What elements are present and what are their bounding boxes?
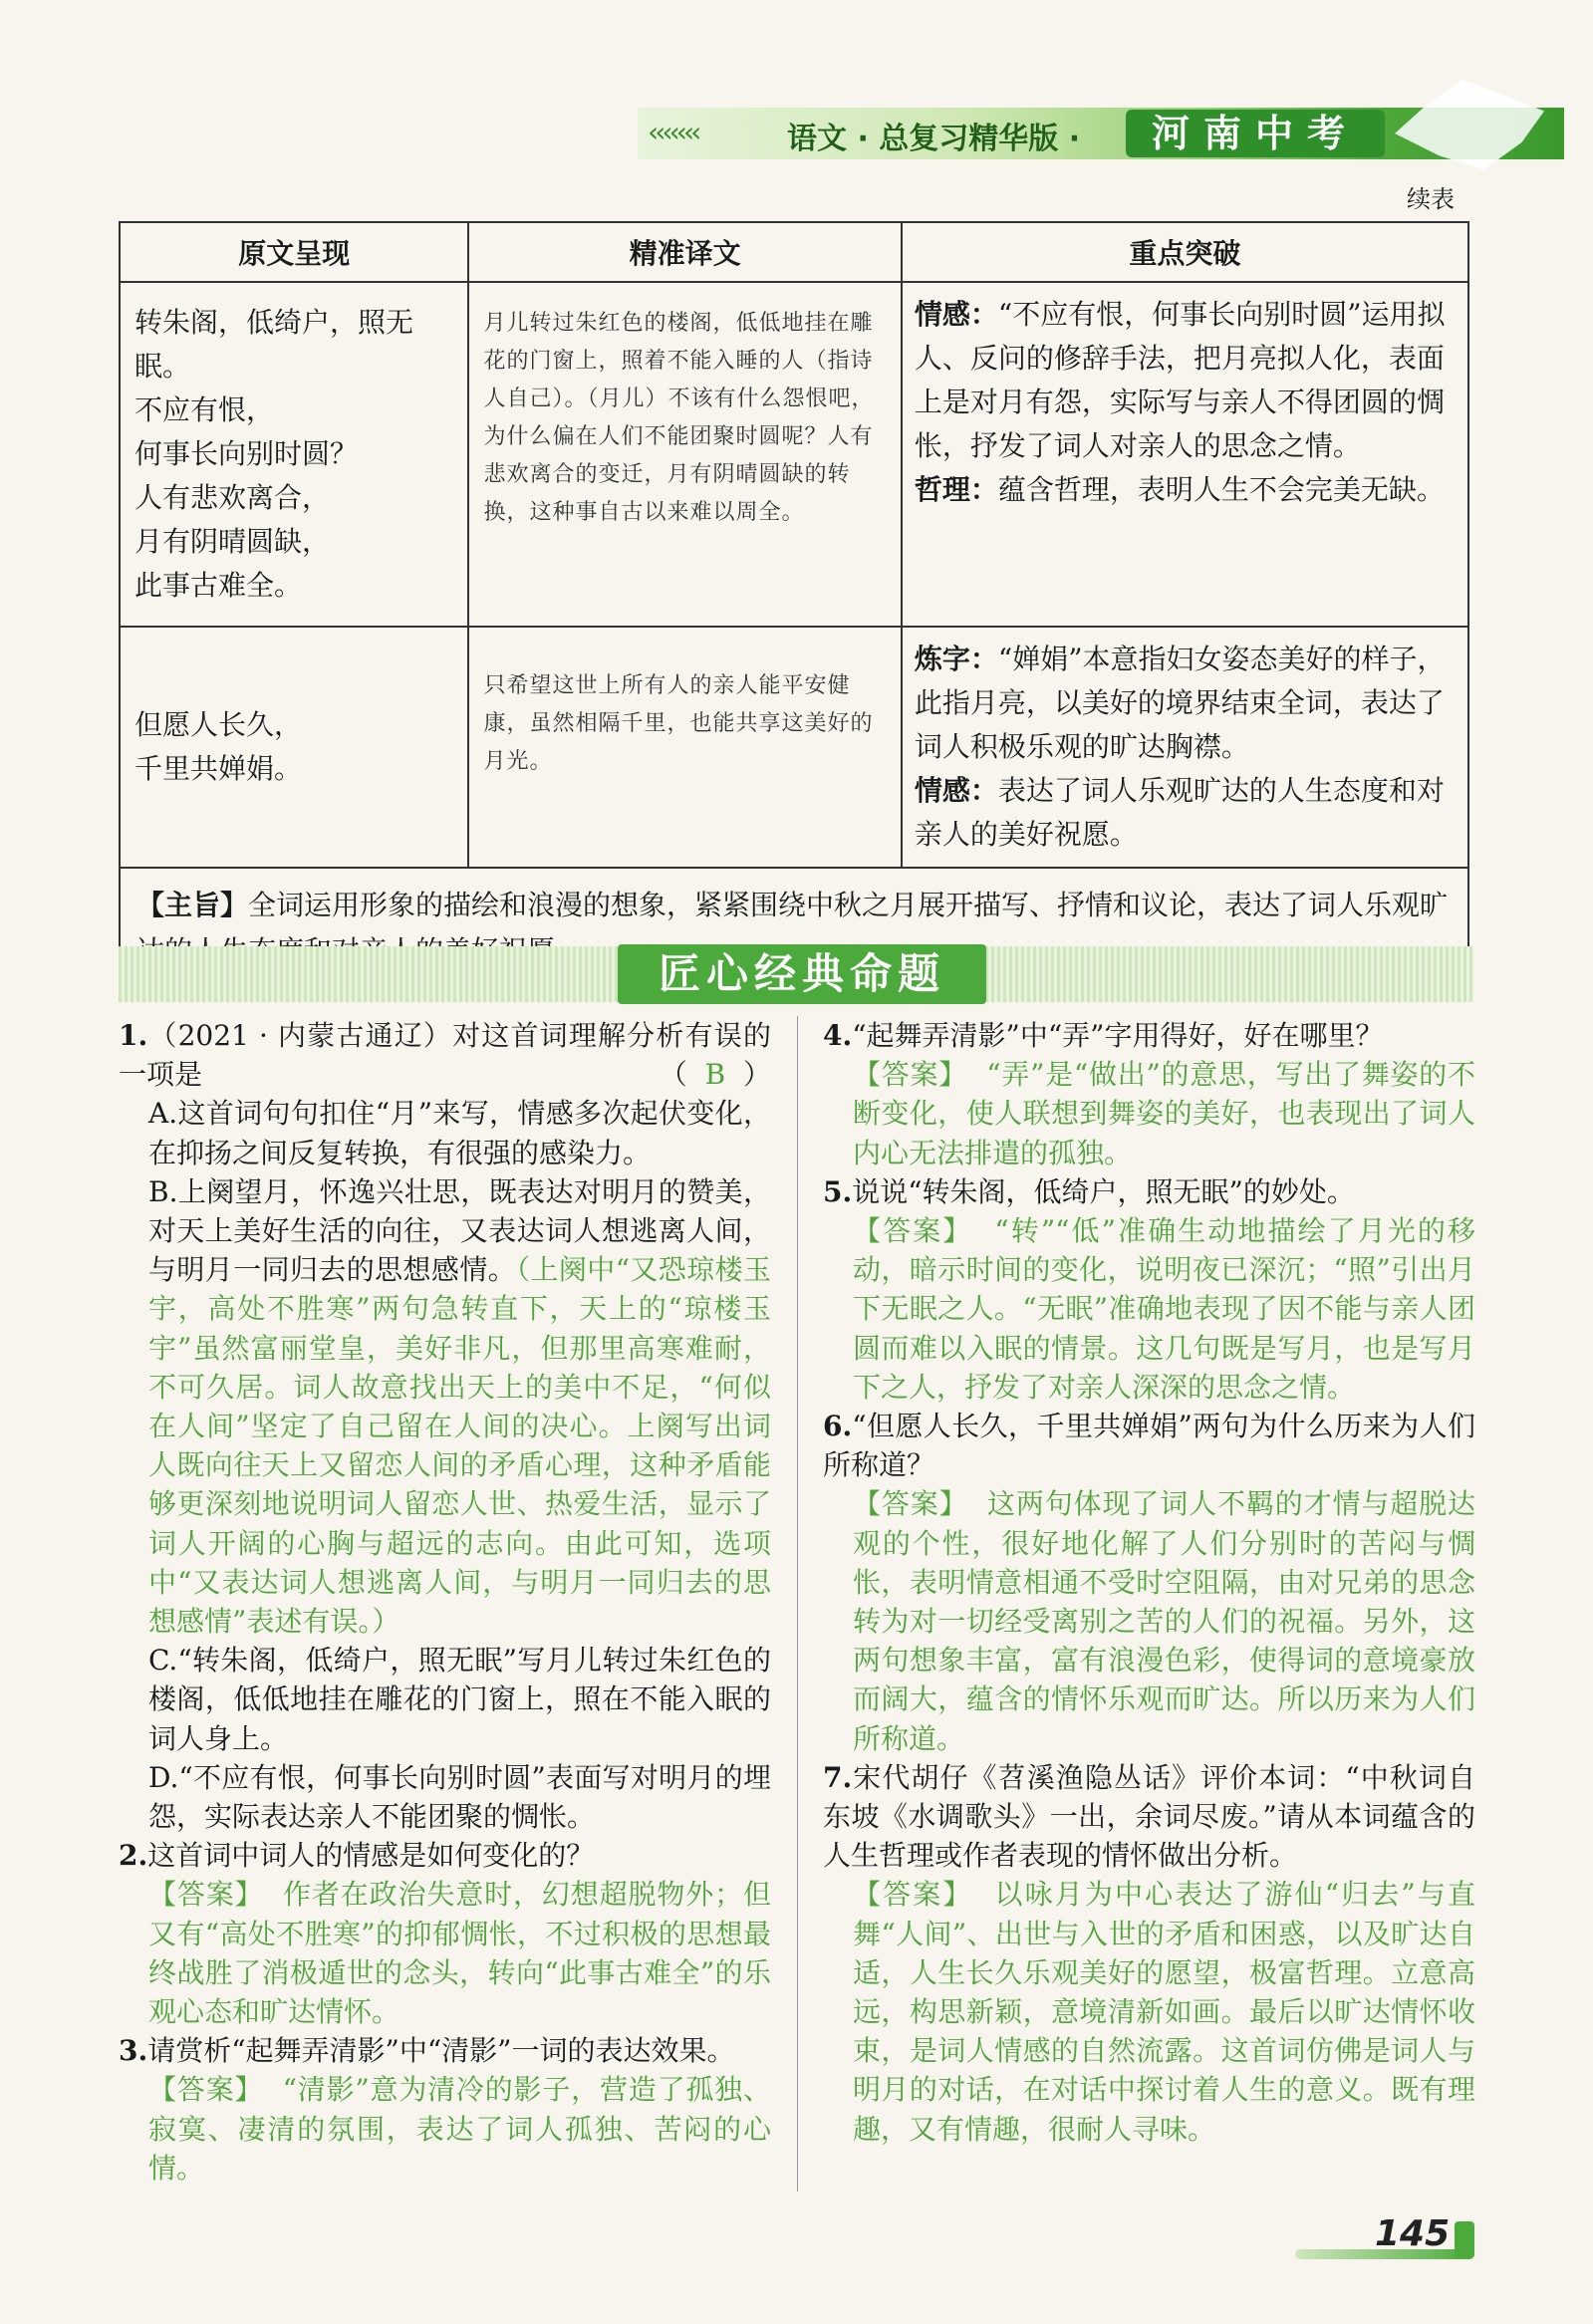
original-text-cell xyxy=(120,627,468,868)
paren-open: （ xyxy=(659,1058,687,1092)
original-line: 不应有恨， xyxy=(134,393,275,426)
focus-text: “婵娟”本意指妇女姿态美好的样子，此指月亮，以美好的境界结束全词，表达了词人积极乐观的旷达胸襟。 xyxy=(914,643,1446,763)
option-key: D. xyxy=(148,1760,179,1794)
answer-text: 作者在政治失意时，幻想超脱物外；但又有“高处不胜寒”的抑郁惆怅，不过积极的思想最终战胜了消极遁世的念头，转向“此事古难全”的乐观心态和旷达情怀。 xyxy=(148,1878,771,2029)
question-stem: 宋代胡仔《苕溪渔隐丛话》评价本词：“中秋词自东坡《水调歌头》一出，余词尽废。”请从本词蕴含的人生哲理或作者表现的情怀做出分析。 xyxy=(823,1760,1475,1873)
question-number: 7. xyxy=(823,1760,853,1794)
answer-text: 这两句体现了词人不羁的才情与超脱达观的个性，很好地化解了人们分别时的苦闷与惆怅，表明情意相通不受时空阻隔，由对兄弟的思念转为对一切经受离别之苦的人们的祝福。另外，这两句想象丰富，富有浪漫色彩，使得词的意境豪放而阔大，蕴含的情怀乐观而旷达。所以历来为人们所称道。 xyxy=(853,1487,1475,1755)
answer-label: 【答案】 xyxy=(148,2073,264,2107)
original-line: 但愿人长久， xyxy=(134,708,303,741)
question-stem: （2021 · 内蒙古通辽）对这首词理解分析有误的一项是 xyxy=(119,1019,771,1092)
header-translation: 精准译文 xyxy=(468,222,901,282)
answer-3 xyxy=(148,2070,771,2188)
focus-cell xyxy=(902,627,1468,868)
original-line: 此事古难全。 xyxy=(134,569,303,602)
answer-7 xyxy=(853,1875,1475,2148)
question-stem: “起舞弄清影”中“弄”字用得好，好在哪里？ xyxy=(852,1019,1384,1052)
option-key: A. xyxy=(148,1097,178,1131)
question-number: 6. xyxy=(823,1410,853,1443)
left-column xyxy=(119,1016,771,2188)
summary-text: 全词运用形象的描绘和浪漫的想象，紧紧围绕中秋之月展开描写、抒情和议论，表达了词人乐观旷 xyxy=(248,889,1449,921)
question-6 xyxy=(823,1407,1475,1484)
table-row xyxy=(120,282,1468,627)
option-a xyxy=(119,1094,771,1171)
focus-text: “不应有恨，何事长向别时圆”运用拟人、反问的修辞手法，把月亮拟人化，表面上是对月有怨，实际写与亲人不得团圆的惆怅，抒发了词人对亲人的思念之情。 xyxy=(914,298,1446,462)
answer-6 xyxy=(853,1484,1475,1757)
question-stem: 说说“转朱阁，低绮户，照无眠”的妙处。 xyxy=(852,1174,1355,1208)
focus-item xyxy=(915,293,1456,468)
header-brand: 河南中考 xyxy=(1126,110,1385,157)
answer-label: 【答案】 xyxy=(853,1878,973,1912)
translation-cell: 月儿转过朱红色的楼阁，低低地挂在雕花的门窗上，照着不能入睡的人（指诗人自己）。（月儿）不该有什么怨恨吧，为什么偏在人们不能团聚时圆呢？人有悲欢离合的变迁，月有阴晴圆缺的转换，这种事自古以来难以周全。 xyxy=(468,282,901,627)
original-line: 何事长向别时圆？ xyxy=(134,437,359,470)
answer-2 xyxy=(148,1875,771,2031)
header-focus: 重点突破 xyxy=(902,222,1468,282)
focus-item xyxy=(915,468,1456,512)
answer-label: 【答案】 xyxy=(853,1058,967,1092)
question-5 xyxy=(823,1172,1475,1211)
focus-label: 哲理： xyxy=(914,473,998,506)
focus-label: 炼字： xyxy=(914,643,998,675)
question-7 xyxy=(823,1758,1475,1876)
focus-cell xyxy=(902,282,1468,627)
original-text-cell xyxy=(120,282,468,627)
option-text: “不应有恨，何事长向别时圆”表面写对明月的埋怨，实际表达亲人不能团聚的惆怅。 xyxy=(148,1760,771,1834)
option-text: 上阕望月，怀逸兴壮思，既表达对明月的赞美，对天上美好生活的向往，又表达词人想逃离人间，与明月一同归去的思想感情。 xyxy=(148,1174,771,1287)
question-number: 1. xyxy=(119,1019,148,1052)
question-stem: 请赏析“起舞弄清影”中“清影”一词的表达效果。 xyxy=(147,2034,735,2068)
original-line: 千里共婵娟。 xyxy=(134,752,303,785)
section-title: 匠心经典命题 xyxy=(618,944,986,1004)
paren-close: ） xyxy=(742,1058,771,1092)
answer-text: 以咏月为中心表达了游仙“归去”与直舞“人间”、出世与入世的矛盾和困惑，以及旷达自适，人生长久乐观美好的愿望，极富哲理。立意高远，构思新颖，意境清新如画。最后以旷达情怀收束，是词人情感的自然流露。这首词仿佛是词人与明月的对话，在对话中探讨着人生的意义。既有理趣，又有情趣，很耐人寻味。 xyxy=(853,1878,1475,2146)
page-number: 145 xyxy=(1375,2213,1451,2254)
focus-text: 表达了词人乐观旷达的人生态度和对亲人的美好祝愿。 xyxy=(914,774,1445,851)
focus-label: 情感： xyxy=(914,774,998,807)
focus-item xyxy=(915,769,1456,857)
header-original: 原文呈现 xyxy=(120,222,468,282)
right-column xyxy=(823,1016,1475,2149)
question-number: 3. xyxy=(119,2034,148,2068)
answer-parentheses xyxy=(660,1055,771,1094)
answer-text: “弄”是“做出”的意思，写出了舞姿的不断变化，使人联想到舞姿的美好，也表现出了词人内心无法排遣的孤独。 xyxy=(853,1058,1475,1169)
option-explanation: （上阕中“又恐琼楼玉宇，高处不胜寒”两句急转直下，天上的“琼楼玉宇”虽然富丽堂皇，美好非凡，但那里高寒难耐，不可久居。词人故意找出天上的美中不足，“何似在人间”坚定了自己留在人间的决心。上阕写出词人既向往天上又留恋人间的矛盾心理，这种矛盾能够更深刻地说明词人留恋人世、热爱生活，显示了词人开阔的心胸与超远的志向。由此可知，选项中“又表达词人想逃离人间，与明月一同归去的思想感情”表述有误。） xyxy=(148,1253,771,1639)
focus-label: 情感： xyxy=(914,298,998,331)
original-line: 人有悲欢离合， xyxy=(134,481,331,514)
question-3 xyxy=(119,2031,771,2070)
question-stem: 这首词中词人的情感是如何变化的？ xyxy=(147,1839,595,1873)
page-tab xyxy=(1455,2221,1474,2257)
answer-label: 【答案】 xyxy=(853,1214,973,1248)
question-1 xyxy=(119,1016,771,1094)
option-text: 这首词句句扣住“月”来写，情感多次起伏变化，在抑扬之间反复转换，有很强的感染力。 xyxy=(148,1097,771,1169)
original-line: 月有阴晴圆缺， xyxy=(134,525,331,558)
option-d xyxy=(119,1758,771,1836)
focus-text: 蕴含哲理，表明人生不会完美无缺。 xyxy=(997,473,1445,506)
answer-text: “清影”意为清冷的影子，营造了孤独、寂寞、凄清的氛围，表达了词人孤独、苦闷的心情。 xyxy=(148,2073,771,2185)
option-text: “转朱阁，低绮户，照无眠”写月儿转过朱红色的楼阁，低低地挂在雕花的门窗上，照在不能入眠的词人身上。 xyxy=(148,1644,771,1755)
original-line: 转朱阁，低绮户，照无眠。 xyxy=(134,306,414,383)
table-row xyxy=(120,627,1468,868)
translation-cell: 只希望这世上所有人的亲人能平安健康，虽然相隔千里，也能共享这美好的月光。 xyxy=(468,627,901,868)
poem-analysis-table xyxy=(119,221,1469,990)
question-2 xyxy=(119,1836,771,1875)
answer-label: 【答案】 xyxy=(853,1487,968,1521)
header-arrows: ‹‹‹‹‹‹‹ xyxy=(648,116,698,148)
question-stem: “但愿人长久，千里共婵娟”两句为什么历来为人们所称道？ xyxy=(823,1410,1475,1482)
choice-answer: B xyxy=(704,1058,726,1092)
answer-5 xyxy=(853,1211,1475,1407)
summary-label: 【主旨】 xyxy=(136,889,249,921)
option-key: B. xyxy=(148,1174,178,1208)
option-key: C. xyxy=(148,1644,178,1678)
answer-4 xyxy=(853,1055,1475,1172)
focus-item xyxy=(915,638,1456,769)
table-header-row xyxy=(120,222,1468,282)
question-number: 2. xyxy=(119,1839,148,1873)
header-title: 语文 · 总复习精华版 · xyxy=(787,122,1081,156)
option-b xyxy=(119,1172,771,1641)
answer-label: 【答案】 xyxy=(148,1878,264,1912)
question-number: 5. xyxy=(823,1174,853,1208)
question-number: 4. xyxy=(823,1019,853,1052)
column-divider xyxy=(797,1016,798,2192)
answer-text: “转”“低”准确生动地描绘了月光的移动，暗示时间的变化，说明夜已深沉；“照”引出月下无眠之人。“无眠”准确地表现了因不能与亲人团圆而难以入眠的情景。这几句既是写月，也是写月下之人，抒发了对亲人深深的思念之情。 xyxy=(853,1214,1475,1404)
question-4 xyxy=(823,1016,1475,1055)
continued-label: 续表 xyxy=(1407,185,1455,213)
option-c xyxy=(119,1641,771,1758)
